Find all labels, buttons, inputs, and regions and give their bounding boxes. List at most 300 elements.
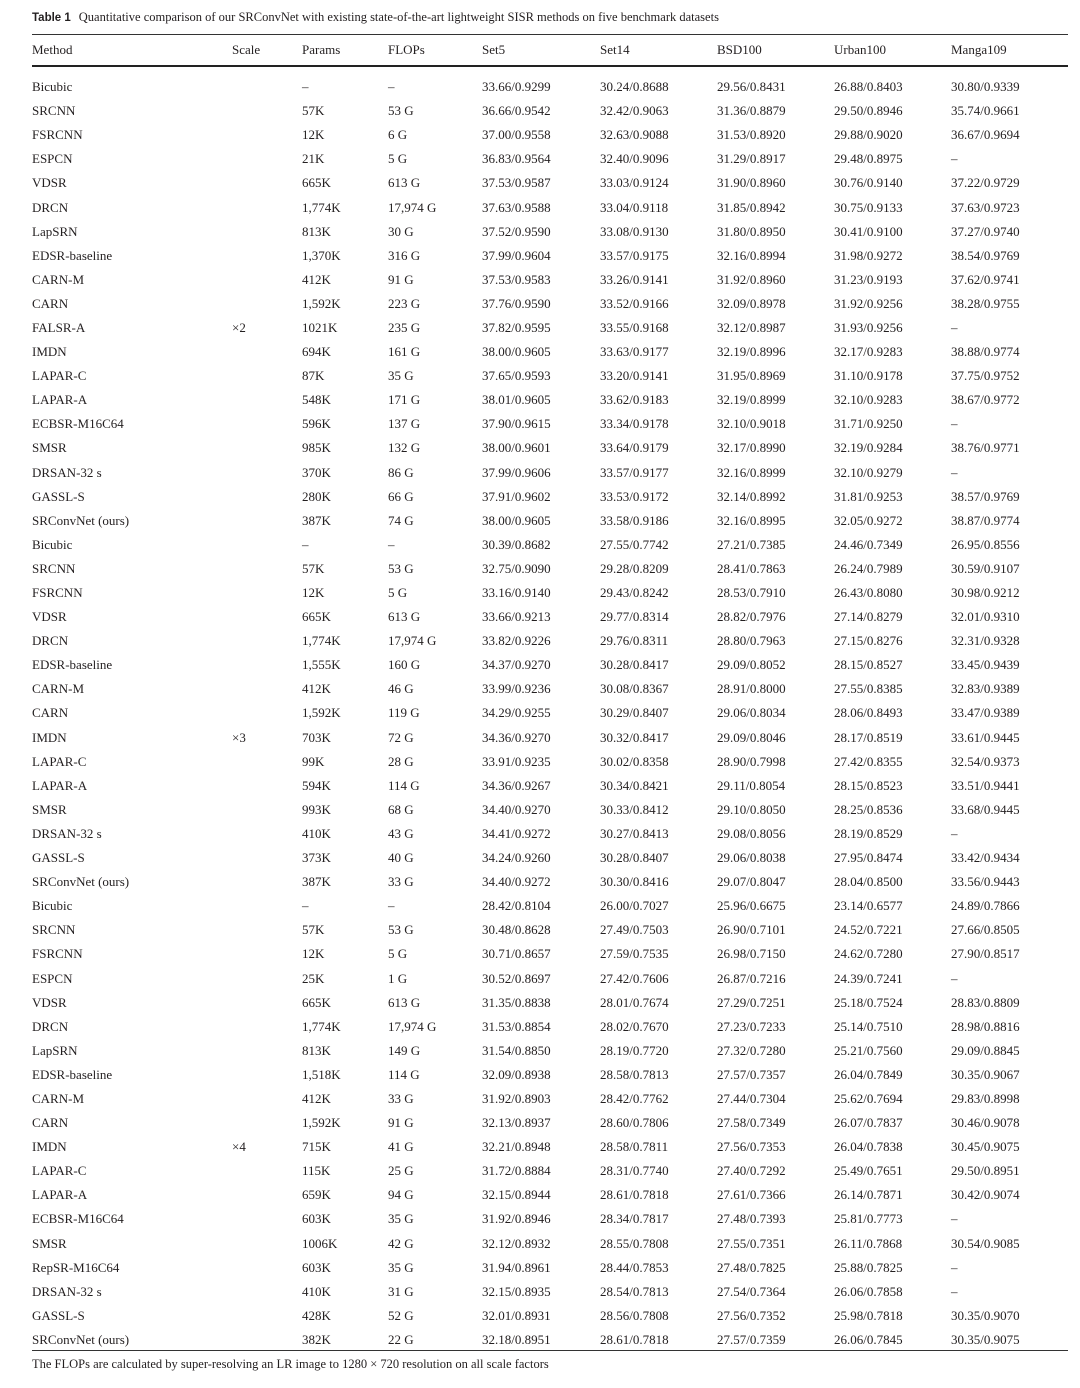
- cell-flops: 35 G: [388, 1259, 414, 1275]
- table-row: [32, 798, 1068, 822]
- cell-method: FALSR-A: [32, 319, 86, 335]
- table-bottom-rule: [32, 1350, 1068, 1351]
- cell-scale: [228, 1039, 302, 1063]
- cell-scale: [228, 750, 302, 774]
- cell-scale: [228, 436, 302, 460]
- cell-bsd100: 27.29/0.7251: [717, 994, 786, 1010]
- cell-set5: 34.36/0.9270: [482, 729, 551, 745]
- cell-flops: 149 G: [388, 1042, 421, 1058]
- cell-urban100: 27.55/0.8385: [834, 681, 903, 697]
- cell-method: LAPAR-A: [32, 392, 88, 408]
- cell-flops: 46 G: [388, 681, 414, 697]
- cell-params: 993K: [302, 801, 331, 817]
- cell-set14: 28.54/0.7813: [600, 1283, 669, 1299]
- cell-scale: [228, 822, 302, 846]
- cell-flops: 114 G: [388, 777, 420, 793]
- cell-set5: 34.40/0.9272: [482, 874, 551, 890]
- cell-flops: 119 G: [388, 705, 420, 721]
- cell-scale: [228, 99, 302, 123]
- cell-flops: 316 G: [388, 247, 421, 263]
- cell-flops: 40 G: [388, 850, 414, 866]
- header-method: Method: [32, 42, 73, 57]
- cell-set5: 38.00/0.9605: [482, 512, 551, 528]
- cell-set14: 28.61/0.7818: [600, 1331, 669, 1347]
- cell-bsd100: 29.06/0.8034: [717, 705, 786, 721]
- header-urban100: Urban100: [834, 42, 886, 57]
- cell-bsd100: 27.32/0.7280: [717, 1042, 786, 1058]
- cell-params: 412K: [302, 681, 331, 697]
- cell-bsd100: 27.56/0.7352: [717, 1307, 786, 1323]
- cell-manga109: –: [951, 970, 958, 986]
- cell-method: SMSR: [32, 1235, 67, 1251]
- cell-scale: [228, 533, 302, 557]
- cell-urban100: 28.15/0.8523: [834, 777, 903, 793]
- cell-scale: [228, 364, 302, 388]
- cell-method: DRCN: [32, 1018, 69, 1034]
- cell-manga109: 30.59/0.9107: [951, 560, 1020, 576]
- cell-set5: 37.53/0.9587: [482, 175, 551, 191]
- cell-manga109: 30.80/0.9339: [951, 79, 1020, 95]
- cell-manga109: 38.67/0.9772: [951, 392, 1020, 408]
- cell-urban100: 31.93/0.9256: [834, 319, 903, 335]
- cell-flops: 613 G: [388, 609, 421, 625]
- cell-set14: 30.32/0.8417: [600, 729, 669, 745]
- cell-bsd100: 27.61/0.7366: [717, 1187, 786, 1203]
- table-caption: [32, 10, 719, 25]
- cell-flops: 31 G: [388, 1283, 414, 1299]
- header-params: Params: [302, 42, 341, 57]
- cell-params: 387K: [302, 874, 331, 890]
- cell-urban100: 31.10/0.9178: [834, 368, 903, 384]
- cell-set5: 37.99/0.9604: [482, 247, 551, 263]
- cell-bsd100: 31.29/0.8917: [717, 151, 786, 167]
- table-row: [32, 509, 1068, 533]
- cell-set5: 32.75/0.9090: [482, 560, 551, 576]
- cell-method: IMDN: [32, 729, 67, 745]
- cell-set5: 30.52/0.8697: [482, 970, 551, 986]
- cell-set14: 33.62/0.9183: [600, 392, 669, 408]
- cell-set14: 27.55/0.7742: [600, 536, 669, 552]
- cell-bsd100: 27.23/0.7233: [717, 1018, 786, 1034]
- cell-set14: 29.76/0.8311: [600, 633, 669, 649]
- cell-flops: 17,974 G: [388, 633, 437, 649]
- cell-manga109: 29.83/0.8998: [951, 1090, 1020, 1106]
- cell-set14: 30.08/0.8367: [600, 681, 669, 697]
- cell-scale: [228, 244, 302, 268]
- cell-urban100: 28.25/0.8536: [834, 801, 903, 817]
- cell-manga109: 33.56/0.9443: [951, 874, 1020, 890]
- cell-urban100: 29.88/0.9020: [834, 127, 903, 143]
- cell-method: GASSL-S: [32, 1307, 85, 1323]
- cell-params: 1,774K: [302, 633, 341, 649]
- cell-params: –: [302, 536, 309, 552]
- cell-params: –: [302, 79, 309, 95]
- cell-manga109: 38.57/0.9769: [951, 488, 1020, 504]
- table-caption-text: Quantitative comparison of our SRConvNet with existing state-of-the-art lightweight SISR methods on five benchmark datasets: [78, 10, 719, 24]
- cell-method: FSRCNN: [32, 946, 83, 962]
- cell-urban100: 31.23/0.9193: [834, 271, 903, 287]
- cell-manga109: 28.83/0.8809: [951, 994, 1020, 1010]
- cell-params: 665K: [302, 609, 331, 625]
- cell-flops: 114 G: [388, 1066, 420, 1082]
- cell-flops: 5 G: [388, 151, 408, 167]
- cell-urban100: 26.43/0.8080: [834, 585, 903, 601]
- cell-set5: 28.42/0.8104: [482, 898, 551, 914]
- cell-scale: [228, 991, 302, 1015]
- header-scale: Scale: [232, 42, 261, 57]
- cell-manga109: 38.88/0.9774: [951, 344, 1020, 360]
- cell-bsd100: 28.53/0.7910: [717, 585, 786, 601]
- cell-manga109: 33.45/0.9439: [951, 657, 1020, 673]
- cell-manga109: 29.50/0.8951: [951, 1163, 1020, 1179]
- cell-method: SMSR: [32, 440, 67, 456]
- cell-flops: 137 G: [388, 416, 421, 432]
- cell-flops: 5 G: [388, 946, 408, 962]
- table-footnote: The FLOPs are calculated by super-resolving an LR image to 1280 × 720 resolution on all scale factors: [32, 1357, 549, 1371]
- cell-params: 603K: [302, 1259, 331, 1275]
- cell-scale: [228, 123, 302, 147]
- table-row: [32, 966, 1068, 990]
- cell-manga109: 32.83/0.9389: [951, 681, 1020, 697]
- cell-urban100: 28.17/0.8519: [834, 729, 903, 745]
- cell-flops: 17,974 G: [388, 1018, 437, 1034]
- cell-manga109: 38.76/0.9771: [951, 440, 1020, 456]
- cell-params: 373K: [302, 850, 331, 866]
- cell-set5: 36.66/0.9542: [482, 103, 551, 119]
- cell-flops: 160 G: [388, 657, 421, 673]
- cell-method: VDSR: [32, 609, 67, 625]
- cell-manga109: 30.54/0.9085: [951, 1235, 1020, 1251]
- cell-set5: 31.92/0.8903: [482, 1090, 551, 1106]
- cell-set5: 38.01/0.9605: [482, 392, 551, 408]
- cell-set14: 33.08/0.9130: [600, 223, 669, 239]
- table-row: [32, 1232, 1068, 1256]
- cell-scale: [228, 629, 302, 653]
- cell-set5: 34.24/0.9260: [482, 850, 551, 866]
- cell-urban100: 25.81/0.7773: [834, 1211, 903, 1227]
- cell-set14: 28.42/0.7762: [600, 1090, 669, 1106]
- table-row: [32, 677, 1068, 701]
- cell-set5: 37.91/0.9602: [482, 488, 551, 504]
- cell-method: SRCNN: [32, 560, 76, 576]
- cell-params: 12K: [302, 946, 325, 962]
- cell-manga109: 30.46/0.9078: [951, 1115, 1020, 1131]
- table-row: [32, 1256, 1068, 1280]
- cell-method: LAPAR-C: [32, 753, 87, 769]
- cell-scale: [228, 605, 302, 629]
- cell-set5: 37.76/0.9590: [482, 295, 551, 311]
- cell-set14: 28.19/0.7720: [600, 1042, 669, 1058]
- cell-params: 1021K: [302, 319, 338, 335]
- cell-method: DRSAN-32 s: [32, 825, 102, 841]
- cell-set5: 33.66/0.9299: [482, 79, 551, 95]
- cell-set5: 37.82/0.9595: [482, 319, 551, 335]
- table-row: [32, 1015, 1068, 1039]
- cell-flops: 35 G: [388, 1211, 414, 1227]
- table-row: [32, 1207, 1068, 1231]
- cell-manga109: 33.68/0.9445: [951, 801, 1020, 817]
- cell-bsd100: 29.09/0.8046: [717, 729, 786, 745]
- cell-method: IMDN: [32, 344, 67, 360]
- cell-flops: 68 G: [388, 801, 414, 817]
- cell-method: VDSR: [32, 994, 67, 1010]
- cell-method: Bicubic: [32, 79, 73, 95]
- cell-set14: 28.61/0.7818: [600, 1187, 669, 1203]
- cell-method: DRCN: [32, 633, 69, 649]
- cell-params: 12K: [302, 127, 325, 143]
- cell-scale: ×3: [232, 729, 246, 745]
- cell-manga109: –: [951, 1259, 958, 1275]
- cell-set14: 33.53/0.9172: [600, 488, 669, 504]
- cell-params: 694K: [302, 344, 331, 360]
- cell-bsd100: 32.16/0.8995: [717, 512, 786, 528]
- cell-manga109: 28.98/0.8816: [951, 1018, 1020, 1034]
- cell-urban100: 26.06/0.7858: [834, 1283, 903, 1299]
- header-set14: Set14: [600, 42, 630, 57]
- cell-set14: 27.59/0.7535: [600, 946, 669, 962]
- cell-method: CARN: [32, 295, 69, 311]
- cell-set14: 32.42/0.9063: [600, 103, 669, 119]
- cell-set5: 37.00/0.9558: [482, 127, 551, 143]
- cell-scale: [228, 918, 302, 942]
- cell-method: SMSR: [32, 801, 67, 817]
- table-row: [32, 581, 1068, 605]
- cell-set5: 34.36/0.9267: [482, 777, 551, 793]
- cell-set14: 33.55/0.9168: [600, 319, 669, 335]
- cell-urban100: 29.50/0.8946: [834, 103, 903, 119]
- cell-bsd100: 26.98/0.7150: [717, 946, 786, 962]
- cell-set5: 32.21/0.8948: [482, 1139, 551, 1155]
- cell-set5: 32.01/0.8931: [482, 1307, 551, 1323]
- cell-urban100: 32.10/0.9279: [834, 464, 903, 480]
- cell-urban100: 28.06/0.8493: [834, 705, 903, 721]
- cell-bsd100: 29.56/0.8431: [717, 79, 786, 95]
- cell-bsd100: 29.09/0.8052: [717, 657, 786, 673]
- cell-manga109: 26.95/0.8556: [951, 536, 1020, 552]
- cell-set14: 28.34/0.7817: [600, 1211, 669, 1227]
- cell-method: ECBSR-M16C64: [32, 416, 124, 432]
- cell-method: CARN-M: [32, 1090, 85, 1106]
- cell-method: DRSAN-32 s: [32, 464, 102, 480]
- cell-manga109: –: [951, 464, 958, 480]
- cell-set14: 28.58/0.7811: [600, 1139, 669, 1155]
- table-row: [32, 557, 1068, 581]
- cell-set14: 33.57/0.9177: [600, 464, 669, 480]
- cell-manga109: 27.66/0.8505: [951, 922, 1020, 938]
- cell-set14: 32.40/0.9096: [600, 151, 669, 167]
- cell-method: Bicubic: [32, 536, 73, 552]
- cell-params: 715K: [302, 1139, 331, 1155]
- cell-manga109: 33.42/0.9434: [951, 850, 1020, 866]
- cell-set14: 33.26/0.9141: [600, 271, 669, 287]
- cell-bsd100: 32.09/0.8978: [717, 295, 786, 311]
- cell-manga109: 38.87/0.9774: [951, 512, 1020, 528]
- cell-urban100: 31.98/0.9272: [834, 247, 903, 263]
- cell-manga109: 33.47/0.9389: [951, 705, 1020, 721]
- cell-method: CARN-M: [32, 681, 85, 697]
- cell-set5: 32.09/0.8938: [482, 1066, 551, 1082]
- cell-set5: 32.12/0.8932: [482, 1235, 551, 1251]
- cell-params: 99K: [302, 753, 325, 769]
- cell-set5: 32.13/0.8937: [482, 1115, 551, 1131]
- cell-set14: 27.49/0.7503: [600, 922, 669, 938]
- table-row: [32, 461, 1068, 485]
- cell-flops: 41 G: [388, 1139, 414, 1155]
- cell-urban100: 23.14/0.6577: [834, 898, 903, 914]
- table-row: [32, 605, 1068, 629]
- cell-scale: [228, 268, 302, 292]
- cell-manga109: 27.90/0.8517: [951, 946, 1020, 962]
- cell-method: CARN-M: [32, 271, 85, 287]
- cell-urban100: 31.92/0.9256: [834, 295, 903, 311]
- cell-scale: ×4: [232, 1139, 246, 1155]
- table-row: [32, 244, 1068, 268]
- cell-manga109: 37.75/0.9752: [951, 368, 1020, 384]
- cell-scale: [228, 1304, 302, 1328]
- cell-params: 87K: [302, 368, 325, 384]
- cell-params: 387K: [302, 512, 331, 528]
- cell-manga109: –: [951, 1283, 958, 1299]
- cell-params: 548K: [302, 392, 331, 408]
- cell-set14: 28.55/0.7808: [600, 1235, 669, 1251]
- cell-scale: [228, 1207, 302, 1231]
- cell-params: 57K: [302, 103, 325, 119]
- cell-flops: 52 G: [388, 1307, 414, 1323]
- cell-set5: 34.41/0.9272: [482, 825, 551, 841]
- cell-bsd100: 29.11/0.8054: [717, 777, 786, 793]
- cell-flops: –: [388, 898, 395, 914]
- cell-scale: [228, 798, 302, 822]
- cell-urban100: 30.41/0.9100: [834, 223, 903, 239]
- cell-params: 1,774K: [302, 199, 341, 215]
- cell-method: GASSL-S: [32, 488, 85, 504]
- cell-set14: 27.42/0.7606: [600, 970, 669, 986]
- cell-flops: 43 G: [388, 825, 414, 841]
- cell-scale: [228, 557, 302, 581]
- cell-flops: 30 G: [388, 223, 414, 239]
- cell-scale: [228, 846, 302, 870]
- cell-params: 1,592K: [302, 295, 341, 311]
- table-row: [32, 340, 1068, 364]
- cell-method: CARN: [32, 1115, 69, 1131]
- cell-bsd100: 27.48/0.7825: [717, 1259, 786, 1275]
- cell-set5: 33.66/0.9213: [482, 609, 551, 625]
- cell-flops: 94 G: [388, 1187, 414, 1203]
- cell-bsd100: 27.21/0.7385: [717, 536, 786, 552]
- cell-method: SRCNN: [32, 922, 76, 938]
- cell-set14: 30.30/0.8416: [600, 874, 669, 890]
- cell-bsd100: 29.06/0.8038: [717, 850, 786, 866]
- cell-flops: 17,974 G: [388, 199, 437, 215]
- cell-params: 659K: [302, 1187, 331, 1203]
- cell-params: 1,774K: [302, 1018, 341, 1034]
- cell-set14: 26.00/0.7027: [600, 898, 669, 914]
- cell-set14: 33.63/0.9177: [600, 344, 669, 360]
- table-body: [32, 65, 1068, 1352]
- cell-manga109: 30.45/0.9075: [951, 1139, 1020, 1155]
- header-bsd100: BSD100: [717, 42, 762, 57]
- table-row: [32, 412, 1068, 436]
- table-row: [32, 894, 1068, 918]
- cell-params: 665K: [302, 175, 331, 191]
- header-spacer: [32, 65, 1068, 75]
- table-row: [32, 364, 1068, 388]
- cell-bsd100: 27.58/0.7349: [717, 1115, 786, 1131]
- cell-set5: 34.37/0.9270: [482, 657, 551, 673]
- cell-set14: 33.64/0.9179: [600, 440, 669, 456]
- cell-set14: 29.28/0.8209: [600, 560, 669, 576]
- cell-scale: [228, 1280, 302, 1304]
- cell-set14: 28.01/0.7674: [600, 994, 669, 1010]
- cell-method: EDSR-baseline: [32, 247, 113, 263]
- cell-scale: [228, 966, 302, 990]
- cell-set5: 38.00/0.9601: [482, 440, 551, 456]
- cell-set5: 30.39/0.8682: [482, 536, 551, 552]
- cell-bsd100: 29.10/0.8050: [717, 801, 786, 817]
- table-row: [32, 292, 1068, 316]
- cell-urban100: 31.81/0.9253: [834, 488, 903, 504]
- cell-flops: 66 G: [388, 488, 414, 504]
- cell-manga109: 38.28/0.9755: [951, 295, 1020, 311]
- cell-scale: [228, 1159, 302, 1183]
- cell-set5: 37.90/0.9615: [482, 416, 551, 432]
- cell-set5: 31.92/0.8946: [482, 1211, 551, 1227]
- cell-set5: 37.99/0.9606: [482, 464, 551, 480]
- cell-method: LapSRN: [32, 1042, 78, 1058]
- cell-urban100: 26.04/0.7838: [834, 1139, 903, 1155]
- cell-scale: [228, 774, 302, 798]
- cell-flops: 53 G: [388, 560, 414, 576]
- cell-params: 813K: [302, 223, 331, 239]
- table-row: [32, 870, 1068, 894]
- table-row: [32, 316, 1068, 340]
- cell-set5: 38.00/0.9605: [482, 344, 551, 360]
- cell-scale: [228, 870, 302, 894]
- cell-bsd100: 27.54/0.7364: [717, 1283, 786, 1299]
- cell-scale: [228, 677, 302, 701]
- cell-set14: 28.58/0.7813: [600, 1066, 669, 1082]
- table-row: [32, 1304, 1068, 1328]
- cell-manga109: 33.51/0.9441: [951, 777, 1020, 793]
- cell-params: 412K: [302, 1090, 331, 1106]
- comparison-table: [32, 35, 1068, 1352]
- cell-urban100: 25.14/0.7510: [834, 1018, 903, 1034]
- cell-urban100: 25.21/0.7560: [834, 1042, 903, 1058]
- table-row: [32, 846, 1068, 870]
- cell-set14: 33.04/0.9118: [600, 199, 669, 215]
- cell-urban100: 26.24/0.7989: [834, 560, 903, 576]
- cell-flops: 613 G: [388, 994, 421, 1010]
- cell-flops: 235 G: [388, 319, 421, 335]
- cell-bsd100: 32.14/0.8992: [717, 488, 786, 504]
- cell-manga109: 36.67/0.9694: [951, 127, 1020, 143]
- cell-urban100: 27.14/0.8279: [834, 609, 903, 625]
- table-row: [32, 629, 1068, 653]
- cell-flops: –: [388, 79, 395, 95]
- cell-set5: 37.63/0.9588: [482, 199, 551, 215]
- cell-method: SRConvNet (ours): [32, 874, 130, 890]
- table-row: [32, 436, 1068, 460]
- cell-bsd100: 26.90/0.7101: [717, 922, 786, 938]
- cell-params: 280K: [302, 488, 331, 504]
- cell-urban100: 28.15/0.8527: [834, 657, 903, 673]
- cell-params: 428K: [302, 1307, 331, 1323]
- cell-scale: [228, 388, 302, 412]
- cell-bsd100: 32.19/0.8999: [717, 392, 786, 408]
- cell-urban100: 27.15/0.8276: [834, 633, 903, 649]
- cell-params: 115K: [302, 1163, 331, 1179]
- cell-scale: [228, 509, 302, 533]
